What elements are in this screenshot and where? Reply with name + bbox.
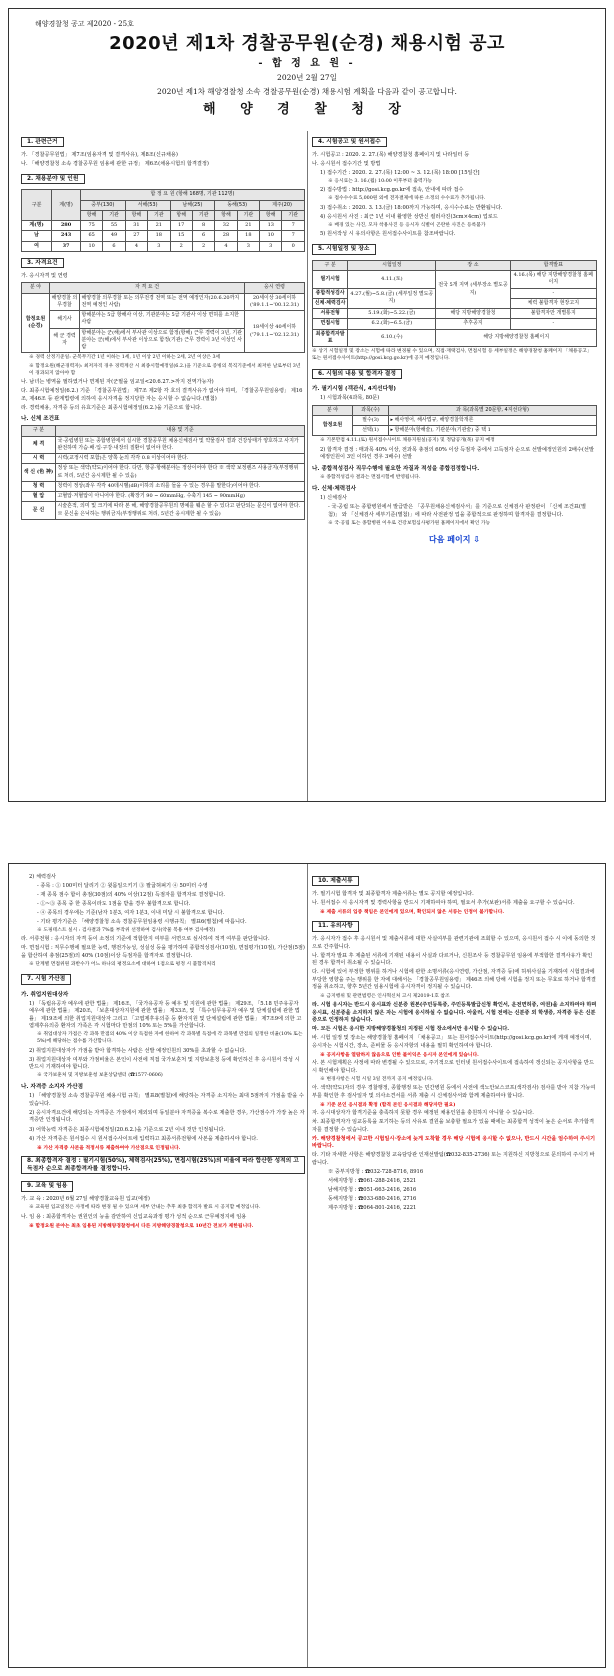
warning-note: ※ 제출 서류의 입증 책임은 본인에게 있으며, 확인되지 않은 서류는 인정이 불가합니다.	[320, 908, 505, 915]
notice-date: 2020년 2월 27일	[277, 73, 337, 82]
text-line: 가. 필기시험 합격자 및 최종합격자 제출서류는 별도 공지할 예정입니다.	[312, 890, 474, 897]
table-cell: 243	[52, 231, 81, 241]
text-line: 라. 서류전형 : 응시자의 자격 등이 소정의 기준에 적합한지 여부를 서면으로 심사하여 적격 여부를 판단합니다.	[21, 936, 270, 943]
page-title: 2020년 제1차 경찰공무원(순경) 채용시험 공고	[109, 33, 505, 54]
table-cell: 6.10.(수)	[348, 329, 436, 347]
table-row	[22, 502, 305, 520]
table-cell: 함정요원	[313, 415, 353, 436]
table-cell: 28	[215, 231, 237, 241]
text-line: 2) 접수방법 : http://gosi.kcg.go.kr에 접속, 안내에 따라 접수	[320, 187, 464, 194]
note-line: ※ 금지행위 및 관련법령은 인사혁신처 고시 제2019-1호 참조	[320, 993, 450, 999]
section-heading: 10. 제출서류	[312, 876, 359, 886]
section-heading: 5. 시험일정 및 장소	[312, 244, 376, 254]
table-header: 계(명)	[52, 190, 81, 221]
table-cell: 31	[125, 221, 147, 231]
note-line: ※ 응시료는 3. 16.(월) 10:00 이후부터 출력가능	[328, 178, 432, 184]
text-line: 3) 접수취소 : 2020. 3. 13.(금) 18:00까지 가능하며, 응시수수료는 반환됩니다.	[320, 204, 503, 211]
text-line: 4) 가산 자격증은 원서접수 시 원서접수사이트에 입력하고 최종서류전형에 사본을 제출하셔야 합니다.	[29, 1135, 258, 1142]
table-cell: 8	[192, 221, 214, 231]
text-line: 나. 원서접수 시 응시자격 및 경력사항을 반드시 기재하여야 하며, 필요서 추가(보완)서류 제출을 요구할 수 있습니다.	[312, 899, 575, 906]
table-cell: 0	[282, 241, 305, 251]
table-header: 기관	[103, 210, 125, 220]
table-cell: 함정요원(순경)	[22, 293, 50, 353]
table-cell: 여	[22, 241, 52, 251]
section-heading: 2. 채용분야 및 인원	[21, 174, 85, 184]
table-cell: 75	[80, 221, 102, 231]
table-header: 구분	[22, 190, 52, 221]
table-cell: 21	[237, 221, 259, 231]
table-header: 중부(130)	[80, 200, 125, 210]
table-cell: 혈 압	[22, 492, 56, 502]
table-cell: 시력(교정시력 포함)은 양쪽 눈의 각각 0.8 이상이어야 한다.	[56, 454, 305, 464]
warning-note: 카. 해양경찰청에서 공고한 시험일시·장소에 늦게 도착할 경우 해당 시험에 응시할 수 없으나, 반드시 시간을 엄수하여 주시기 바랍니다.	[312, 1135, 596, 1150]
table-cell: -	[510, 319, 596, 329]
table-row	[22, 492, 305, 502]
table-cell: 시 력	[22, 454, 56, 464]
table-header: 합 정 요 원 (항해 168명, 기관 112명)	[80, 190, 304, 200]
text-line: - ④ 종목의 경우에는 기준(남자 1분3, 여자 1분3, 이내 미달 시 불합격으로 합니다.	[37, 909, 225, 916]
warning-note: ※ 기준 본인 응시결과 확정 (합격 본인 응시결과 해당자만 필요)	[320, 1101, 456, 1108]
notice-header	[9, 9, 605, 131]
table-cell: 7	[282, 221, 305, 231]
text-line: 나. 합격자 발표 후 제출된 서류에 기재된 내용이 사실과 다르거나, 신원조사 등 경찰공무원 임용에 부적합한 결격사유가 확인된 경우 합격이 취소될 수 있습니다.	[312, 952, 593, 967]
table-header: 기관	[192, 210, 214, 220]
table-header: 항해	[125, 210, 147, 220]
table-cell: 고혈압·저혈압이 아니어야 한다. (확장기 90 ~ 60mmHg, 수축기 145 ~ 90mmHg)	[56, 492, 305, 502]
table-header: 시험일정	[348, 260, 436, 270]
note-line: ※ 경력 산정기준일: 군복무기간 1년 이하는 1세, 1년 이상 2년 이하는 2세, 2년 이상은 3세	[29, 355, 221, 361]
note-line: ※ 상기 시험일정 및 장소는 시험에 따라 변경될 수 있으며, 직접·재택검사, 면접시험 등 세부일정은 해양경찰청 홈페이지 「채용공고」 또는 원서접수사이트(http://gosi.kcg.go.kr)에 공지 예정입니다.	[312, 349, 592, 362]
page-2	[8, 863, 606, 1668]
next-page-link[interactable]: 다음 페이지 ⇩	[429, 534, 480, 544]
table-header: 분 야	[22, 283, 50, 293]
text-line: - 종목 : ① 100미터 달리기 ② 윗몸일으키기 ③ 팔굽혀펴기 ④ 50미터 수영	[37, 882, 208, 889]
table-row	[22, 436, 305, 454]
recruitment-table	[21, 189, 305, 252]
column-divider	[307, 864, 308, 1667]
table-cell: 49	[103, 231, 125, 241]
table-row	[22, 481, 305, 491]
text-line: - 기타 평가기준은 「해양경찰청 소속 경찰공무원임용령 시행규칙」 별표6(별첨)에 따릅니다.	[37, 918, 247, 925]
note-line: ※ 기본만점 4.11.(토) 원서접수사이트 채용지원실(공지) 및 정답공개(목) 공지 예정	[320, 438, 495, 444]
table-cell: 4	[215, 241, 237, 251]
table-cell: 정상 또는 색약(약도)이어야 한다. 다만, 항공·항해분야는 정상이어야 한다 ※ 색약 보정렌즈 사용금지(부정행위로 처리, 5년간 응시제한 될 수 있음)	[56, 464, 305, 482]
notice-intro: 2020년 제1차 해양경찰청 소속 경찰공무원(순경) 채용시험 계획을 다음과 같이 공고합니다.	[157, 87, 457, 96]
subsection-heading: 가. 취업지원대상자	[21, 991, 69, 998]
text-line: 2) 합격자 결정 : 매과목 40% 이상, 전과목 총점의 60% 이상 득점자 중에서 고득점자 순으로 선발예정인원의 2배수(선발예정인원이 3인 이하인 경우 3배수) 선발	[320, 446, 594, 461]
table-cell: 37	[52, 241, 81, 251]
table-row	[22, 454, 305, 464]
table-cell: 해당 지방해양경찰청 홈페이지	[436, 329, 597, 347]
table-cell: 7	[282, 231, 305, 241]
text-line: 차. 최종합격자가 임교등록을 포기하는 등의 사유로 결원을 보충할 필요가 있을 때에는 최종합격 성적이 높은 순서로 추가합격자를 결정할 수 있습니다.	[312, 1119, 594, 1133]
table-cell: 2	[192, 241, 214, 251]
table-cell: 2	[170, 241, 192, 251]
notice-number: 해양경찰청 공고 제2020 - 25호	[35, 20, 134, 28]
text-line: 라. 시험 응시자는 반드시 응시표와 신분증 원본(주민등록증, 주민등록발급신청 확인서, 운전면허증, 여권)을 소지하여야 하며 응시표, 신분증을 소지하지 않은 자는 시험에 응시하실 수 없습니다. 아울러, 시험 전에는 신분증 외 학생증, 자격증 등은 신분증으로 인정하지 않습니다.	[312, 1001, 597, 1024]
text-line: 자. 응시대상자가 합격기준을 충족하지 못할 경우 예정된 채용인원을 충원하지 아니할 수 있습니다.	[312, 1110, 534, 1117]
text-line: 나. 응시원서 접수기간 및 방법	[312, 160, 381, 167]
table-header: 기관	[148, 210, 170, 220]
text-line: 마. 모든 시험은 응시한 지방해양경찰청의 지정된 시험 장소에서만 응시할 수 있습니다.	[312, 1026, 510, 1033]
table-cell: 문 신	[22, 502, 56, 520]
qualification-table	[21, 282, 305, 353]
table-cell: 18세이상 40세이하 ('79.1.1~'02.12.31)	[245, 311, 305, 353]
text-line: 라. 경력채용, 자격증 등의 유효기준은 최종시험예정일(6.2.)을 기준으로 합니다.	[21, 404, 202, 411]
table-cell: 3	[237, 241, 259, 251]
table-header: 과목(수)	[353, 405, 389, 415]
table-cell: 5.19.(화)~5.22.(금)	[348, 309, 436, 319]
warning-note: ※ 가산 자격증 사본을 적정서류 제출하여야 가산점으로 인정됩니다.	[37, 1144, 181, 1151]
table-cell: ▸ 해사영어, 해사법규, 해양경찰학개론	[389, 415, 597, 425]
issuing-agency: 해 양 경 찰 청 장	[203, 102, 411, 117]
table-cell: 해당 지방해양경찰청	[436, 309, 510, 319]
table-cell: 청력이 정상(좌우 각각 40데시벨(dB)이하의 소리를 들을 수 있는 경우를 말한다)이어야 한다.	[56, 481, 305, 491]
text-line: 1) 「독립유공자 예우에 관한 법률」 제16조, 「국가유공자 등 예우 및 지원에 관한 법률」 제29조, 「5.18 민주유공자 예우에 관한 법률」 제20조, 「보훈대상자지원에 관한 법률」 제33조, 및 「특수임무유공자 예우 및 단체설립에 관한 법률」 제19조에 의한 취업지원대상자 그리고 「고엽제후유의증 등 환자지원 및 단체설립에 관한 법률」 제7조9에 의한 고엽제후유의증 환자의 가족은 각 시험마다 만점의 10% 또는 5%를 가산합니다.	[29, 1000, 302, 1030]
table-cell: 20세이상 30세이하 ('89.1.1~'00.12.31)	[245, 293, 305, 311]
table-cell: 18	[148, 231, 170, 241]
table-header: 응시 연령	[245, 283, 305, 293]
table-cell: 27	[125, 231, 147, 241]
table-cell: 6	[192, 231, 214, 241]
column-divider	[307, 131, 308, 801]
subsection-heading: 나. 신체 조건표	[21, 416, 60, 423]
text-line: 다. 최종시험예정일(6.2.) 기준 「경찰공무원법」 제7조 제2항 각 호의 결격사유가 없어야 하며, 「경찰공무원임용령」 제16조, 제46조 등 관계법령에 의하여 응시자격을 정지당한 자는 응시할 수 없습니다.(별첨)	[21, 388, 303, 402]
text-line: 가. 「경찰공무원법」 제7조(임용자격 및 결격사유), 제8조(신규채용)	[21, 151, 178, 158]
section-heading: 4. 시험공고 및 원서접수	[312, 137, 387, 147]
table-cell: 4.11.(토)	[348, 271, 436, 289]
note-line: ※ 변경사항은 시험 시일 3일 전까지 공지 예정입니다.	[320, 1076, 433, 1082]
page1-left-column	[21, 133, 305, 795]
text-line: 가. 교 육 : 2020년 6월 27일 해양경찰교육원 입교(예정)	[21, 1196, 150, 1203]
warning-note: ※ 공지사항을 열람하지 않음으로 인한 불이익은 응시자 본인에게 있습니다.	[320, 1051, 479, 1058]
table-header: 내용 및 기준	[56, 426, 305, 436]
table-cell: 18	[237, 231, 259, 241]
table-cell: 3	[260, 241, 282, 251]
section-heading: 6. 시험의 내용 및 합격자 결정	[312, 369, 402, 379]
section-heading: 11. 유의사항	[312, 921, 359, 931]
table-cell: 280	[52, 221, 81, 231]
text-line: 사. 본 시험계획은 사정에 따라 변경될 수 있으므로, 주기적으로 인터넷 원서접수사이트에 접속하여 갱신되는 공지사항을 반드시 확인해야 합니다.	[312, 1060, 594, 1074]
contact-list	[312, 1169, 597, 1213]
table-row	[22, 221, 305, 231]
text-line: 가. 응시자가 접수 후 응시원서 및 제출서류에 대한 사실여부를 관련기관에 조회할 수 있으며, 응시원서 접수 시 이에 동의한 것으로 간주합니다.	[312, 936, 596, 950]
table-cell: 해기사	[50, 311, 80, 329]
table-cell: 체력 불합격자 현장고지	[510, 298, 596, 308]
text-line: 2) 취업지원대상자가 가점을 받아 합격하는 사람은 선발 예정인원의 30%를 초과할 수 없습니다.	[29, 1047, 247, 1054]
table-cell: 남	[22, 231, 52, 241]
table-cell: 색 신 (色 神)	[22, 464, 56, 482]
table-cell: 필수(3)	[353, 415, 389, 425]
text-line: - 국·공립 또는 종합병원에서 발급받은 「공무원채용신체검사서」를 기준으로 신체검사 판정관이 「신체 조건표(별첨)」 와 「신체검사 세부기준(별첨)」에 따라 사전판정 업을 종합적으로 판정하며 합격자를 결정합니다.	[328, 504, 586, 518]
table-cell: 4.27.(월)~5.8.(금) (세부일정 별도공지)	[348, 288, 436, 309]
table-cell: 해양경찰 의무경찰	[50, 293, 80, 311]
text-line: 다. 시험에 있어 부정한 행위를 하거나 시험에 관한 소명서류(응시연령, 가산점, 자격증 등)에 허위사실을 기재하여 시험결과에 부당한 영향을 주는 행위를 한 자에 대해서는 「경찰공무원임용령」 제46조 의해 당해 시험을 정지 또는 무효로 하거나 합격결정을 취소하고, 향후 5년간 임용시험에 응시자격이 정지될 수 있습니다.	[312, 969, 596, 991]
table-cell: 3	[148, 241, 170, 251]
text-line: 가. 시험공고 : 2020. 2. 27.(목) 해양경찰청 홈페이지 및 나라일터 등	[312, 151, 470, 158]
table-cell: 체 격	[22, 436, 56, 454]
contact-line: 서해지방청 : ☎061-288-2416, 2521	[328, 1177, 417, 1184]
table-header: 기관	[237, 210, 259, 220]
table-row	[22, 241, 305, 251]
section-heading: 1. 관련근거	[21, 137, 64, 147]
table-header: 남해(25)	[170, 200, 215, 210]
text-line: 타. 기타 자세한 사항은 해양경찰청 교육담당관 인재선발팀(☎032-835-2736) 또는 지원하신 지방청으로 문의하여 주시기 바랍니다.	[312, 1152, 595, 1166]
table-cell: 서류전형	[313, 309, 348, 319]
table-header: 분 야	[313, 405, 353, 415]
table-cell: ▸ 항해분야(항해술), 기관분야(기관술) 중 택 1	[389, 426, 597, 436]
text-line: 4) 응시원서 사진 : 최근 1년 이내 촬영한 상반신 컬러사진(3cm×4cm) 업로드	[320, 213, 498, 220]
table-header: 기관	[282, 210, 305, 220]
page2-right-column	[312, 872, 597, 1661]
table-cell: 국·공립병원 또는 종합병원에서 실시한 경찰공무원 채용신체검사 및 약물검사 결과 건강상태가 양호하고 사지가 완전하며 가슴·배·입·구강·내장의 질환이 없어야 한다.	[56, 436, 305, 454]
note-line: ※ 교육원 입교일정은 사정에 따라 변경 될 수 있으며 세부 안내는 추후 최종 합격자 발표 시 공지할 예정입니다.	[29, 1205, 261, 1211]
text-line: 1) 「해양경찰청 소속 경찰공무원 채용시험 규칙」 별표8(별첨)에 해당하는 자격증 소지자는 최대 5점까지 가점을 받을 수 있습니다.	[29, 1093, 304, 1107]
note-line: ※ 국가보훈처 및 지방보훈청 보훈상담센터 (☎1577-0606)	[37, 1073, 163, 1079]
section-heading: 3. 자격요건	[21, 258, 64, 268]
table-header: 항해	[80, 210, 102, 220]
section-heading: 9. 교육 및 임용	[21, 1181, 73, 1191]
text-line: - ①~③ 종목 중 한 종목이라도 1점을 받을 경우 불합격으로 합니다.	[37, 900, 191, 907]
text-line: 1) 접수기간 : 2020. 2. 27.(목) 12:00 ~ 3. 12.(목) 18:00 [15일간]	[320, 169, 480, 176]
table-header: 구 분	[313, 260, 348, 270]
table-header: 구 분	[22, 426, 56, 436]
section-heading: 7. 시험 가산점	[21, 974, 71, 984]
text-line: 아. 색약(약도)자의 경우 경찰행정, 종합행정 또는 민간병원 등에서 사전에 색노안보스코프(색각검사) 검사를 받아 지참 가능여부를 확인한 후 검사일자 및 의사소견서를 서류 제출 시 신체검사서와 함께 제출하여야 합니다.	[312, 1085, 596, 1099]
table-cell: 55	[103, 221, 125, 231]
text-line: 2) 체력검사	[29, 873, 57, 880]
table-cell: 4	[125, 241, 147, 251]
table-cell: 17	[170, 221, 192, 231]
table-row	[22, 231, 305, 241]
text-line: 나. 임 용 : 최종합격자는 권원인의 능을 감안하여 신입교육과정 평가 성적 순으로 근무예정지에 임용	[21, 1213, 247, 1220]
physical-conditions-table	[21, 425, 305, 520]
table-row	[22, 464, 305, 482]
subsection-heading: 다. 신체·체력검사	[312, 485, 357, 492]
note-line: ※ 국·공립 또는 종합병원 이우로 건강보험심사평가원 홈페이지에서 확인 가능	[328, 520, 491, 526]
page-1	[8, 8, 606, 802]
subsection-heading: 가. 필기시험 (객관식, 4지선다형)	[312, 385, 396, 392]
table-cell: 종합적성검사	[313, 288, 348, 298]
table-cell: 10	[260, 231, 282, 241]
contact-line: 동해지방청 : ☎033-680-2416, 2716	[328, 1195, 417, 1202]
schedule-table	[312, 260, 597, 347]
text-line: 나. 남녀는 병역을 필하였거나 면제된 자(군필을 임교일<20.6.27.>까지 전역가능자)	[21, 379, 214, 386]
text-line: 가. 응시자격 및 연령	[21, 272, 68, 279]
table-cell: 필기시험	[313, 271, 348, 289]
text-line: 나. 「해양경찰청 소속 경찰공무원 임용에 관한 규정」 제6조(채용시험의 합격결정)	[21, 160, 209, 167]
subsection-heading: 나. 종합적성검사 직무수행에 필요한 자질과 적성을 종합검정합니다.	[312, 465, 480, 472]
table-header: 동해(53)	[215, 200, 260, 210]
table-cell: 32	[215, 221, 237, 231]
table-cell: 21	[148, 221, 170, 231]
page2-left-column	[21, 872, 305, 1661]
table-header: 항해	[260, 210, 282, 220]
table-header: 제주(20)	[260, 200, 305, 210]
table-cell: 6	[103, 241, 125, 251]
page-subtitle: - 합 정 요 원 -	[258, 58, 356, 69]
section-heading: 8. 최종합격자 결정 : 필기시험(50%), 체력검사(25%), 면접시험(25%)의 비율에 따라 합산한 성적의 고득점자 순으로 최종합격자를 결정합니다.	[21, 1156, 305, 1175]
table-cell: 청 력	[22, 481, 56, 491]
text-line: - 재 종목 점수 합이 총점(30점)의 40% 이상(12점) 득점자를 합격자로 결정합니다.	[37, 891, 226, 898]
text-line: 바. 시험 일정 및 장소는 해양경찰청 홈페이지 「채용공고」 또는 원서접수사이트(http://gosi.kcg.go.kr)에 게재 예정이며, 응시자는 시험시간, 장소, 준비물 등 응시자항의 내용을 필히 확인하여야 합니다.	[312, 1035, 592, 1049]
text-line: 3) 취업지원대상자 여부와 가점비율은 본인이 사전에 직접 국가보훈처 및 지방보훈청 등에 확인하신 후 응시원서 작성 시 반드시 기재하여야 합니다.	[29, 1056, 300, 1071]
table-cell: 항해분야는 5급 항해사 이상, 기관분야는 5급 기관사 이상 면허를 소지한 사람	[80, 311, 245, 329]
table-cell: 15	[170, 231, 192, 241]
contact-line: 남해지방청 : ☎051-663-2416, 2616	[328, 1186, 417, 1193]
table-cell: 해양경찰 의무경찰 또는 의무전경 전역 또는 전역 예정인자(20.6.20까지 전역 예정인 사람)	[80, 293, 245, 311]
table-cell: 해 군 경력자	[50, 328, 80, 353]
table-cell: 추후공지	[436, 319, 510, 329]
text-line: 3) 어학능력 자격증은 최종시험예정일(20.6.2.)을 기준으로 2년 이내 것만 인정됩니다.	[29, 1126, 225, 1133]
note-line: ※ 단계별 면접위원 과반수가 어느 하나의 평정요소에 대하여 1점으로 평정 시 불합격처리	[29, 961, 216, 967]
table-cell: 최종합격자발표	[313, 329, 348, 347]
note-line: ※ 배경 있는 사진, 모자 착용사진 등 응시자 식별이 곤란한 사진은 등록불가	[328, 222, 486, 228]
text-line: 5) 원서작성 시 유의사항은 원서접수사이트를 참조바랍니다.	[320, 231, 456, 238]
table-cell: 13	[260, 221, 282, 231]
subsection-heading: 나. 자격증 소지자 가산점	[21, 1084, 84, 1091]
text-line: 1) 시험과목(4과목, 80문)	[320, 395, 380, 402]
table-cell: 선택(1)	[353, 426, 389, 436]
table-cell: 65	[80, 231, 102, 241]
contact-line: ※ 중부지방청 : ☎032-728-8716, 8916	[328, 1168, 424, 1175]
table-cell: 계(명)	[22, 221, 52, 231]
contact-line: 제주지방청 : ☎064-801-2416, 2221	[328, 1204, 417, 1211]
note-line: ※ 종합적성검사 결과는 면접시험에 반영됩니다.	[320, 474, 421, 480]
subjects-table	[312, 405, 597, 437]
table-cell: -	[510, 288, 596, 298]
note-line: ※ 접수수수료 5,000원 외에 전자결제에 따른 소정의 수수료가 추가됩니다.	[328, 196, 486, 202]
table-header: 항해	[170, 210, 192, 220]
table-cell: 불합격자만 개별통지	[510, 309, 596, 319]
text-line: 1) 신체검사	[320, 494, 348, 501]
table-cell: 전국 5개 지역 (세부장소 별도공지)	[436, 271, 510, 309]
table-cell: 시술흔적, 의미 및 크기에 따라 본 해, 해양경찰공무원의 명예를 훼손 할 수 있다고 판단되는 문신이 없어야 한다. ※ 문신을 은닉하는 행위금지(부정행위로 처리, 5년간 응시제한 될 수 있음)	[56, 502, 305, 520]
text-line: 2) 응시자격요건에 해당되는 자격증은 가점에서 제외되며 동일분야 자격증을 복수로 제출한 경우, 가산점수가 가장 높은 자격증만 인정됩니다.	[29, 1109, 305, 1124]
table-cell: 항해분야는 군(해)에서 부사관 이상으로 함정(항해) 근무 경력이 3년, 기관분야는 군(해)에서 부사관 이상으로 함정(기관) 근무 경력이 3년 이상인 사람	[80, 328, 245, 353]
text-line: 마. 면접시험 : 직무수행에 필요한 능력, 행전가능성, 성실성 등을 평가하며 종합적성검사(10점), 면접평가(10점), 가산점(5점)을 합산하여 총점(25점)의 40% (10점)이상 득점자를 합격자로 결정합니다.	[21, 945, 305, 959]
table-cell: 4.16.(목) 해당 지방해양경찰청 홈페이지	[510, 271, 596, 289]
table-header: 과 목(과목별 20문항, 4지선다형)	[389, 405, 597, 415]
warning-note: ※ 합정요원 분야는 최초 임용된 지방해양경찰청에서 다른 지방해양경찰청으로 10년간 전보가 제한됩니다.	[29, 1222, 254, 1229]
note-line: ※ 취업대상자 가점은 각 과목 만점의 40% 이상 득점한 자에 한하여 각 과목별 득점에 각 과목별 만점의 일정한 비율(10% 또는 5%)에 해당하는 점수를 가산합니다.	[37, 1032, 303, 1045]
note-line: ※ 함정요원(해군경력자): 최저자격 경우 경력계산 시 최종시험예정일(6.2.)을 기준으로 증빙의 복직기준에서 최저한 날로부터 3년이 경과되지 않아야 함	[29, 363, 301, 376]
table-header: 서해(53)	[125, 200, 170, 210]
note-line: ※ 도핑테스트 실시 : 검사결과 7%를 부작위 선정하여 검사(약물 복용 여부 검사예정)	[37, 927, 216, 933]
page1-right-column	[312, 133, 597, 795]
table-header: 항해	[215, 210, 237, 220]
table-cell: 면접시험	[313, 319, 348, 329]
table-header: 자 격 요 건	[50, 283, 245, 293]
table-cell: 10	[80, 241, 102, 251]
table-cell: 6.2.(화)~6.5.(금)	[348, 319, 436, 329]
table-header: 장 소	[436, 260, 510, 270]
table-cell: 신체·체력검사	[313, 298, 348, 308]
table-header: 합격발표	[510, 260, 596, 270]
